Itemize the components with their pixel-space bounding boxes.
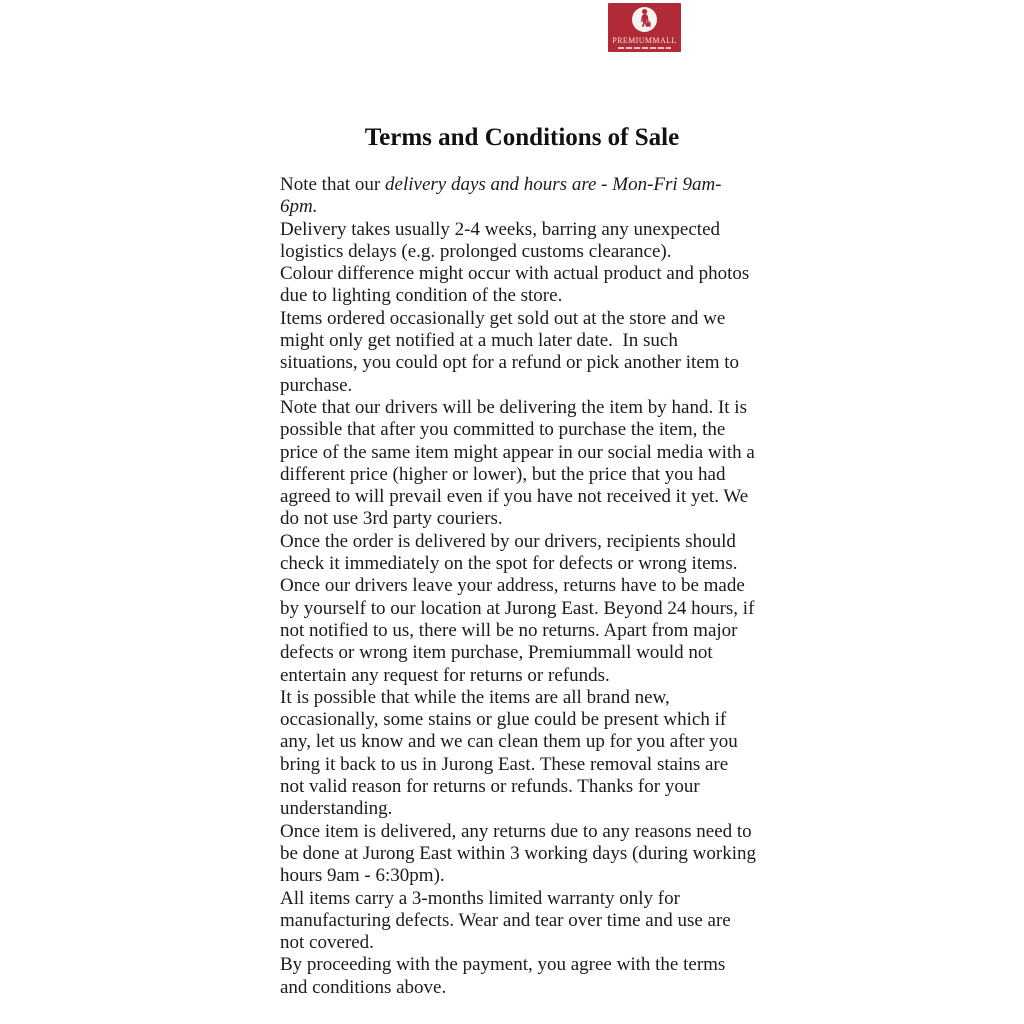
text-line: by yourself to our location at Jurong East. Beyond 24 hours, if — [280, 597, 755, 619]
text-line: By proceeding with the payment, you agree with the terms — [280, 954, 726, 976]
text-line: not covered. — [280, 932, 374, 954]
text-line: It is possible that while the items are all brand new, — [280, 686, 670, 708]
document-body — [280, 174, 780, 999]
text-line: situations, you could opt for a refund or pick another item to — [280, 352, 740, 374]
text-line: possible that after you committed to purchase the item, the — [280, 419, 726, 441]
text-line: Once the order is delivered by our drivers, recipients should — [280, 530, 736, 552]
text-line: and conditions above. — [280, 976, 447, 998]
text-line: entertain any request for returns or refunds. — [280, 664, 610, 686]
page-title: Terms and Conditions of Sale — [364, 124, 680, 151]
text-line: Delivery takes usually 2-4 weeks, barring any unexpected — [280, 218, 721, 240]
text-line: not valid reason for returns or refunds. Thanks for your — [280, 776, 700, 798]
text-line: Note that our drivers will be delivering the item by hand. It is — [280, 396, 747, 418]
text-line: Once our drivers leave your address, returns have to be made — [280, 575, 745, 597]
text-line: Note that our delivery days and hours are - Mon-Fri 9am- — [280, 174, 722, 195]
text-line: understanding. — [280, 798, 393, 820]
text-line: manufacturing defects. Wear and tear over time and use are — [280, 909, 731, 931]
text-line: do not use 3rd party couriers. — [280, 508, 503, 530]
text-line: occasionally, some stains or glue could be present which if — [280, 709, 727, 731]
text-line: hours 9am - 6:30pm). — [280, 865, 445, 887]
text-line: defects or wrong item purchase, Premiummall would not — [280, 642, 713, 664]
text-line: due to lighting condition of the store. — [280, 285, 563, 307]
premiummall-logo — [608, 3, 681, 52]
logo-circle — [632, 7, 657, 32]
text-line: All items carry a 3-months limited warranty only for — [280, 887, 680, 909]
logo-tagline — [618, 47, 671, 49]
text-line: purchase. — [280, 374, 353, 396]
text-line: different price (higher or lower), but the price that you had — [280, 463, 726, 485]
text-line: price of the same item might appear in our social media with a — [280, 441, 755, 463]
text-line: be done at Jurong East within 3 working days (during working — [280, 842, 756, 864]
text-line: logistics delays (e.g. prolonged customs clearance). — [280, 240, 672, 262]
text-line: not notified to us, there will be no returns. Apart from major — [280, 619, 738, 641]
text-line: agreed to will prevail even if you have not received it yet. We — [280, 486, 749, 508]
text-line: check it immediately on the spot for defects or wrong items. — [280, 553, 738, 575]
text-line: Colour difference might occur with actual product and photos — [280, 263, 750, 285]
text-line: any, let us know and we can clean them up for you after you — [280, 731, 738, 753]
logo-brand-text: PREMIUMMALL — [612, 36, 677, 45]
text-line: Once item is delivered, any returns due to any reasons need to — [280, 820, 752, 842]
text-line: might only get notified at a much later date. In such — [280, 330, 678, 352]
text-line: Items ordered occasionally get sold out at the store and we — [280, 307, 726, 329]
text-line: bring it back to us in Jurong East. These removal stains are — [280, 753, 729, 775]
text-line: 6pm. — [280, 196, 318, 218]
woman-shopper-silhouette-icon — [632, 7, 657, 32]
